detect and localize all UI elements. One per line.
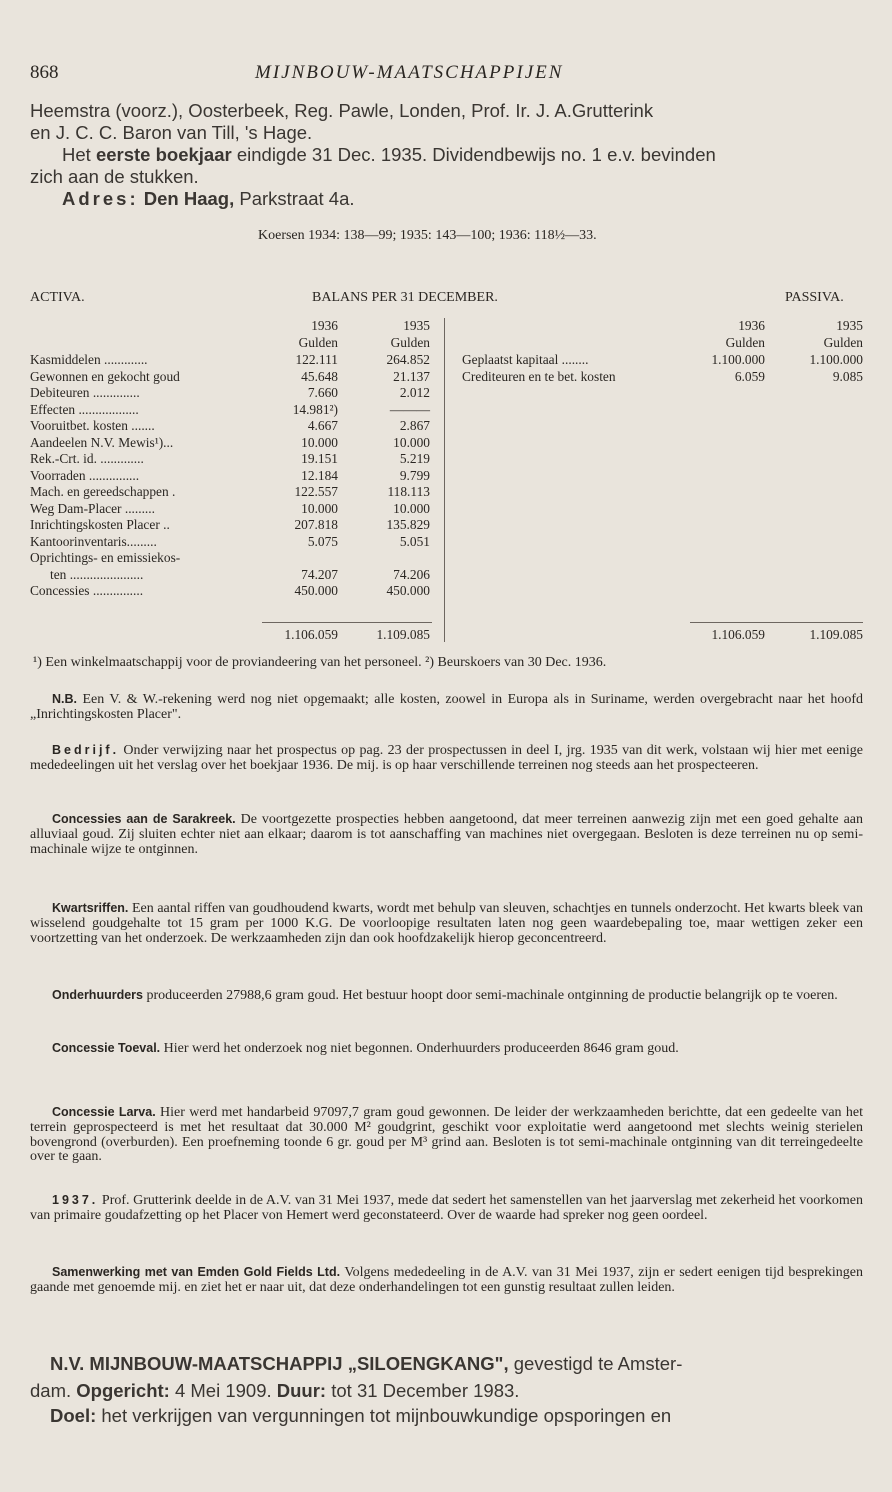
paragraph-larva <box>30 1105 863 1165</box>
passiva-label: PASSIVA. <box>785 290 844 305</box>
paragraph-bedrijf <box>30 743 863 774</box>
activa-unit-1936: Gulden <box>298 335 338 350</box>
balance-title: BALANS PER 31 DECEMBER. <box>312 290 498 305</box>
paragraph-toeval <box>30 1041 863 1057</box>
duur-label: Duur: <box>276 1380 327 1401</box>
adres-city: Den Haag, <box>143 188 235 209</box>
activa-row-1935: ——— <box>389 401 430 417</box>
eerste-boekjaar-label: eerste boekjaar <box>95 144 232 165</box>
adres-line <box>62 188 355 210</box>
activa-row-1935: 118.113 <box>387 484 430 499</box>
doel-label: Doel: <box>50 1405 97 1426</box>
running-title: MIJNBOUW-MAATSCHAPPIJEN <box>255 62 564 83</box>
activa-row-label: Aandeelen N.V. Mewis¹)... <box>30 434 174 450</box>
activa-row-1936: 122.111 <box>295 352 338 367</box>
passiva-total-1935: 1.109.085 <box>809 627 863 642</box>
paragraph-kwartsriffen <box>30 901 863 946</box>
company-heading-line-3 <box>50 1405 862 1427</box>
activa-row-1936: 14.981²) <box>292 401 338 417</box>
activa-row-1936: 5.075 <box>307 533 338 549</box>
balance-footnote: ¹) Een winkelmaatschappij voor de proviandeering van het personeel. ²) Beurskoers van 30 Dec. 1936. <box>33 655 607 670</box>
activa-row-1935: 5.051 <box>399 533 430 549</box>
activa-total-rule <box>262 622 432 623</box>
adres-street: Parkstraat 4a. <box>234 188 355 209</box>
paragraph-1937 <box>30 1193 863 1224</box>
passiva-year-1935: 1935 <box>836 318 863 333</box>
activa-row-1935: 10.000 <box>393 500 430 516</box>
adres-label: Adres: <box>62 188 139 209</box>
kwartsriffen-text: Een aantal riffen van goudhoudend kwarts, wordt met behulp van sleuven, schachtjes en tunnels onderzocht. Het kwarts bleek van wisselend goudgehalte tot 15 gram per 1000 K.G. De voorloopige resultaten laten nog geen waardebepaling toe, maar wettigen zeker een voortzetting van het onderzoek. De werkzaamheden zijn dan ook hoofdzakelijk hierop geconcentreerd. <box>30 901 863 946</box>
activa-row-1936: 10.000 <box>301 434 338 450</box>
opgericht-value: 4 Mei 1909. <box>169 1380 277 1401</box>
activa-row-1935: 10.000 <box>393 434 430 450</box>
activa-row-label: Concessies ............... <box>30 583 144 598</box>
activa-unit-1935: Gulden <box>390 335 430 350</box>
intro-line-4: zich aan de stukken. <box>30 166 199 187</box>
company-name: N.V. MIJNBOUW-MAATSCHAPPIJ „SILOENGKANG", <box>50 1353 509 1374</box>
activa-row-1935: 2.867 <box>399 418 430 433</box>
intro-line-3-pre: Het <box>62 144 96 165</box>
activa-row-label: Rek.-Crt. id. ............. <box>30 451 144 466</box>
passiva-row-label: Crediteuren en te bet. kosten <box>462 368 616 384</box>
passiva-row-1936: 1.100.000 <box>711 352 765 367</box>
activa-total-1935: 1.109.085 <box>376 627 430 642</box>
activa-row-1935: 135.829 <box>386 517 430 532</box>
activa-row-1935: 9.799 <box>399 467 430 483</box>
activa-row-1935: 21.137 <box>393 368 430 384</box>
activa-row-1936: 450.000 <box>294 583 338 598</box>
activa-row-1936: 19.151 <box>301 451 338 466</box>
activa-row-1936: 74.207 <box>301 566 338 582</box>
balance-center-divider <box>444 318 445 642</box>
activa-row-label: Voorraden ............... <box>30 467 140 483</box>
activa-row-label: Mach. en gereedschappen . <box>30 484 176 499</box>
doel-value: het verkrijgen van vergunningen tot mijnbouwkundige opsporingen en <box>96 1405 672 1426</box>
bedrijf-text: Onder verwijzing naar het prospectus op pag. 23 der prospectussen in deel I, jrg. 1935 van dit werk, volstaan wij hier met eenige mededeelingen uit het verslag over het boekjaar 1936. De mij. is op haar verschillende terreinen nog steeds aan het prospecteeren. <box>30 743 863 773</box>
passiva-unit-1935: Gulden <box>823 335 863 350</box>
activa-row-label: Debiteuren .............. <box>30 385 140 400</box>
activa-row-label: Weg Dam-Placer ......... <box>30 500 155 516</box>
intro-line-3-post: eindigde 31 Dec. 1935. Dividendbewijs no. 1 e.v. bevinden <box>231 144 716 165</box>
activa-row-1935: 74.206 <box>393 566 430 582</box>
intro-line-2: en J. C. C. Baron van Till, 's Hage. <box>30 122 313 143</box>
intro-line-1: Heemstra (voorz.), Oosterbeek, Reg. Pawle, Londen, Prof. Ir. J. A.Grutterink <box>30 100 654 121</box>
paragraph-samenwerking <box>30 1265 863 1296</box>
activa-row-1936: 4.667 <box>307 418 338 433</box>
passiva-row-1936: 6.059 <box>734 368 765 384</box>
passiva-total-rule <box>690 622 863 623</box>
activa-row-label: Oprichtings- en emissiekos- <box>30 550 181 565</box>
activa-total-1936: 1.106.059 <box>284 627 338 642</box>
sarakreek-text: De voortgezette prospecties hebben aangetoond, dat meer terreinen aanwezig zijn met een goed gehalte aan alluviaal goud. Zij sluiten echter niet aan elkaar; daarom is tot aanschaffing van machines niet overgegaan. Besloten is deze terreinen nu op semi-machinale wijze te ontginnen. <box>30 812 864 857</box>
y1937-text: Prof. Grutterink deelde in de A.V. van 31 Mei 1937, mede dat sedert het samenstellen van het jaarverslag met zekerheid het voorkomen van primaire goudafzetting op het Placer von Hemert werd geconstateerd. Over de waarde had spreker nog geen oordeel. <box>30 1193 863 1223</box>
paragraph-onderhuurders <box>30 988 863 1004</box>
toeval-heading: Concessie Toeval. <box>52 1041 161 1055</box>
activa-row-1936: 207.818 <box>294 517 338 532</box>
activa-row-1936: 45.648 <box>301 368 338 384</box>
nb-text: Een V. & W.-rekening werd nog niet opgemaakt; alle kosten, zoowel in Europa als in Suriname, werden overgebracht naar het hoofd „Inrichtingskosten Placer". <box>30 692 863 722</box>
company-heading-line-1 <box>50 1353 862 1375</box>
opgericht-label: Opgericht: <box>76 1380 170 1401</box>
onderhuurders-text: produceerden 27988,6 gram goud. Het bestuur hoopt door semi-machinale ontginning de productie belangrijk op te voeren. <box>143 988 838 1003</box>
passiva-row-1935: 1.100.000 <box>809 352 863 367</box>
larva-heading: Concessie Larva. <box>52 1105 156 1119</box>
company-seat-cont: dam. <box>30 1380 77 1401</box>
koersen-line: Koersen 1934: 138—99; 1935: 143—100; 1936: 118½—33. <box>258 228 597 243</box>
company-heading-line-2 <box>30 1380 842 1402</box>
passiva-unit-1936: Gulden <box>725 335 765 350</box>
duur-value: tot 31 December 1983. <box>326 1380 520 1401</box>
activa-row-1935: 450.000 <box>386 583 430 598</box>
activa-row-1936: 12.184 <box>301 467 338 483</box>
passiva-row-1935: 9.085 <box>832 368 863 384</box>
onderhuurders-heading: Onderhuurders <box>52 988 143 1002</box>
activa-row-label: Inrichtingskosten Placer .. <box>30 517 170 532</box>
passiva-total-1936: 1.106.059 <box>711 627 765 642</box>
sarakreek-heading: Concessies aan de Sarakreek. <box>52 812 236 826</box>
activa-row-label: Kantoorinventaris......... <box>30 533 157 549</box>
page-number: 868 <box>30 62 59 83</box>
activa-row-label: ten ...................... <box>50 566 144 582</box>
passiva-row-label: Geplaatst kapitaal ........ <box>462 352 589 367</box>
activa-row-1935: 5.219 <box>399 451 430 466</box>
activa-row-1935: 264.852 <box>386 352 430 367</box>
activa-year-1935: 1935 <box>403 318 430 333</box>
toeval-text: Hier werd het onderzoek nog niet begonnen. Onderhuurders produceerden 8646 gram goud. <box>160 1041 679 1056</box>
activa-row-label: Gewonnen en gekocht goud <box>30 368 180 384</box>
activa-row-label: Effecten .................. <box>30 401 139 417</box>
activa-year-1936: 1936 <box>311 318 338 333</box>
bedrijf-heading: Bedrijf. <box>52 743 120 757</box>
nb-heading: N.B. <box>52 692 77 706</box>
samenwerking-text: Volgens mededeeling in de A.V. van 31 Mei 1937, zijn er sedert eenigen tijd besprekingen gaande met genoemde mij. en ziet het er naar uit, dat deze onderhandelingen tot een gunstig resultaat zullen leiden. <box>30 1265 863 1295</box>
activa-row-label: Kasmiddelen ............. <box>30 352 148 367</box>
passiva-year-1936: 1936 <box>738 318 765 333</box>
intro-line-3 <box>62 144 716 166</box>
paragraph-nb <box>30 692 863 723</box>
larva-text: Hier werd met handarbeid 97097,7 gram goud gewonnen. De leider der werkzaamheden berichtte, dat een gedeelte van het terrein geprospecteerd is met het resultaat dat 30.000 M² goudgrint, geschikt voor exploitatie werd aangetoond met slechts weinig sterielen bovengrond (overburden). Een proefneming toonde 6 gr. goud per M³ grind aan. Besloten is tot semi-machinale ontginning van dit terreingedeelte over te gaan. <box>30 1105 863 1165</box>
activa-row-1936: 122.557 <box>294 484 338 499</box>
activa-row-1936: 10.000 <box>301 500 338 516</box>
kwartsriffen-heading: Kwartsriffen. <box>52 901 129 915</box>
activa-label: ACTIVA. <box>30 290 85 305</box>
activa-row-1936: 7.660 <box>307 385 338 400</box>
activa-row-1935: 2.012 <box>399 385 430 400</box>
y1937-heading: 1937. <box>52 1193 99 1207</box>
samenwerking-heading: Samenwerking met van Emden Gold Fields Ltd. <box>52 1265 341 1279</box>
company-seat: gevestigd te Amster- <box>508 1353 683 1374</box>
paragraph-sarakreek <box>30 812 863 857</box>
activa-row-label: Vooruitbet. kosten ....... <box>30 418 155 433</box>
